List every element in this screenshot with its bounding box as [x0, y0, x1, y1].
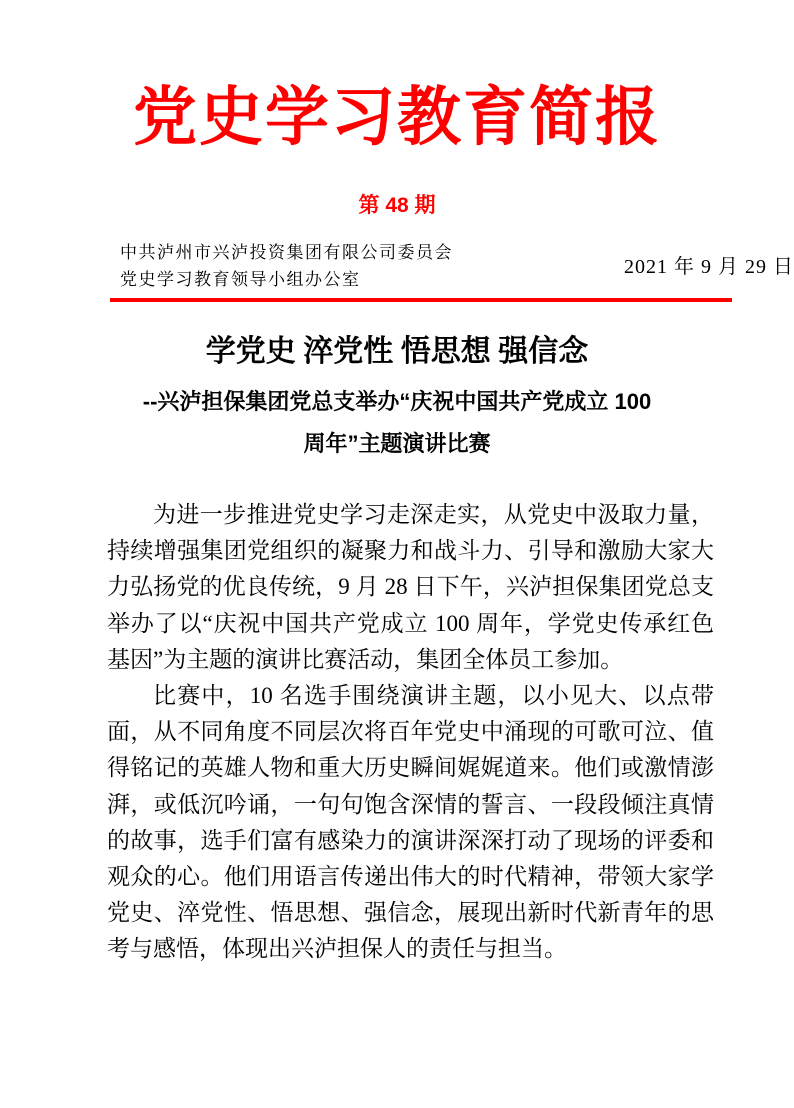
masthead-title: 党史学习教育简报 [133, 82, 661, 153]
article-subtitle-line-1: --兴泸担保集团党总支举办“庆祝中国共产党成立 100 [142, 389, 652, 414]
issuing-org-line-2: 党史学习教育领导小组办公室 [120, 270, 361, 289]
issuing-org-line-1: 中共泸州市兴泸投资集团有限公司委员会 [120, 243, 453, 262]
issuing-org-block [120, 239, 453, 293]
issue-number: 第 48 期 [358, 194, 436, 217]
body-paragraph-2: 比赛中，10 名选手围绕演讲主题，以小见大、以点带面，从不同角度不同层次将百年党史中涌现的可歌可泣、值得铭记的英雄人物和重大历史瞬间娓娓道来。他们或激情澎湃，或低沉吟诵，一句句饱含深情的誓言、一段段倾注真情的故事，选手们富有感染力的演讲深深打动了现场的评委和观众的心。他们用语言传递出伟大的时代精神，带领大家学党史、淬党性、悟思想、强信念，展现出新时代新青年的思考与感悟，体现出兴泸担保人的责任与担当。 [107, 683, 714, 962]
article-body [107, 497, 714, 968]
issue-date: 2021 年 9 月 29 日 [624, 256, 794, 278]
masthead-divider-rule [110, 298, 732, 302]
article-subtitle-line-2: 周年”主题演讲比赛 [303, 431, 491, 456]
body-paragraph-1: 为进一步推进党史学习走深走实，从党史中汲取力量，持续增强集团党组织的凝聚力和战斗力、引导和激励大家大力弘扬党的优良传统，9 月 28 日下午，兴泸担保集团党总支举办了以“庆祝中国共产党成立 100 周年，学党史传承红色基因”为主题的演讲比赛活动，集团全体员工参加。 [107, 502, 714, 672]
article-headline: 学党史 淬党性 悟思想 强信念 [205, 335, 589, 368]
article-subtitle [0, 381, 794, 465]
